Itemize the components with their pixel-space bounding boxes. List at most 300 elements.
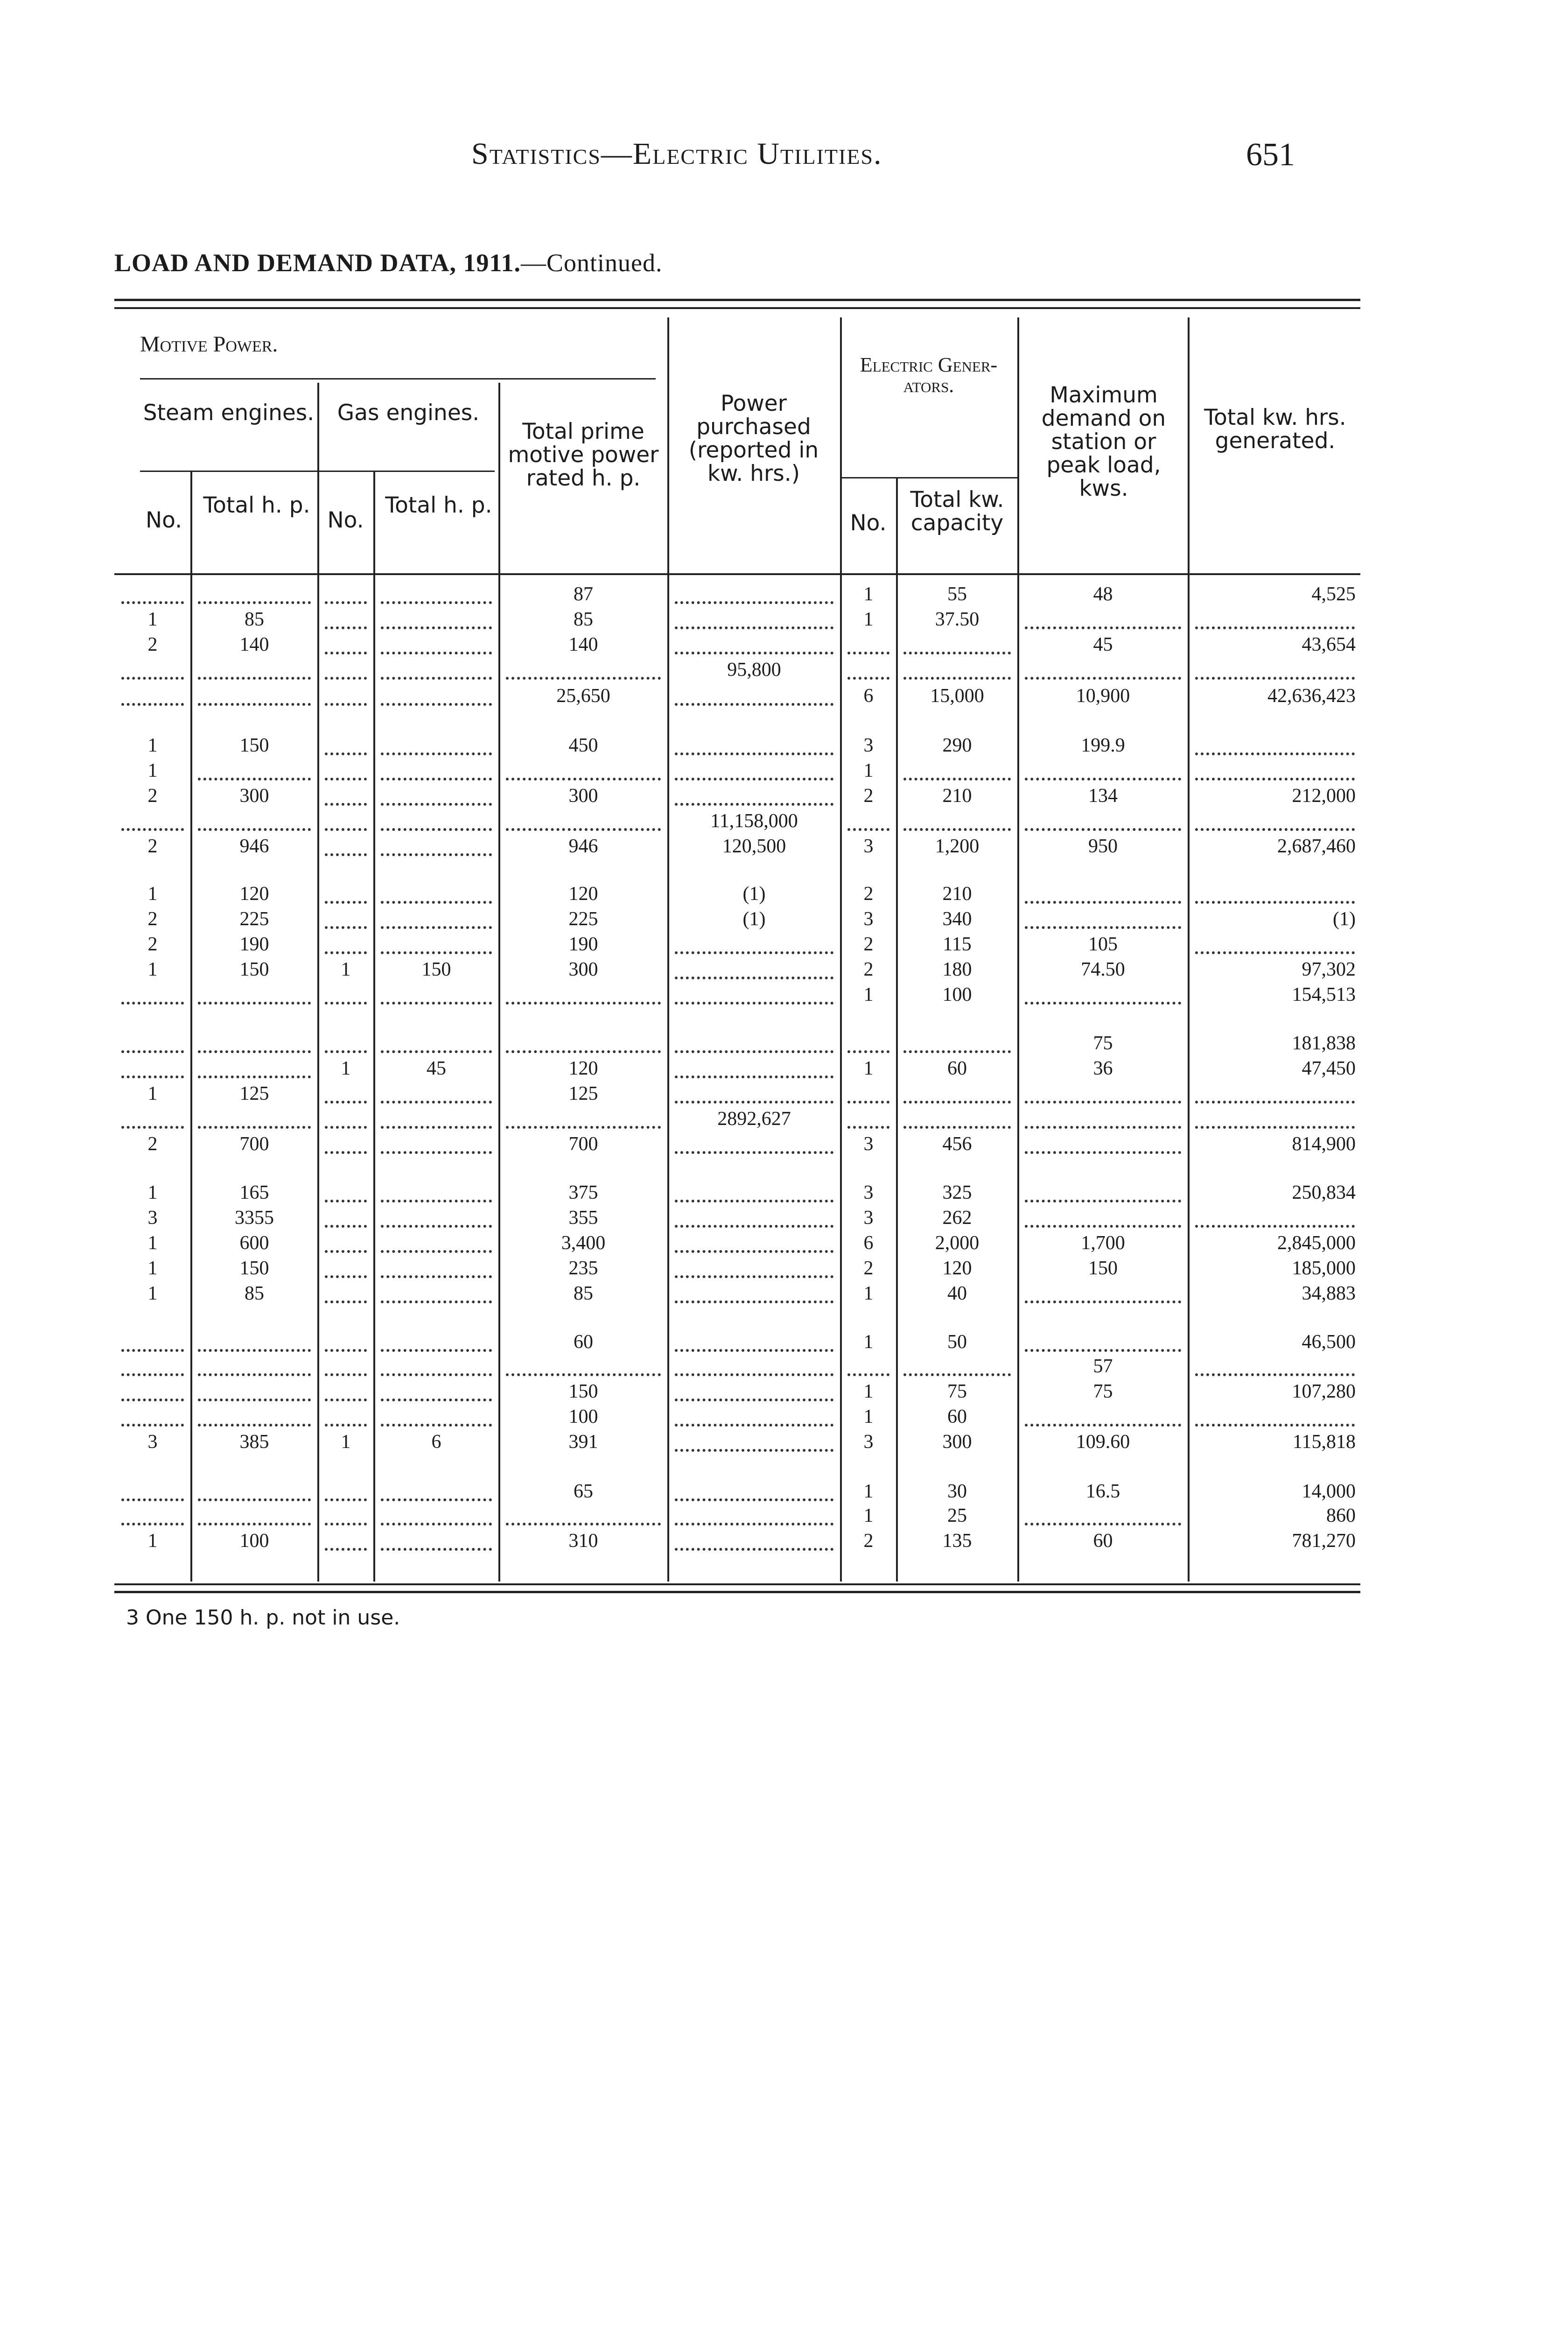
cell-kwh: 185,000 [1292,1258,1356,1279]
cell-gas-hp: 6 [431,1431,441,1453]
cell-kw: 120 [942,1258,972,1279]
cell-gen-no: 3 [863,1133,874,1155]
dot-leader [1195,1204,1355,1228]
cell-gen-no: 2 [863,883,874,905]
cell-steam-no: 3 [147,1431,158,1453]
table-title-suffix: —Continued. [521,249,663,277]
dot-leader [325,757,367,780]
dot-leader [325,1478,367,1501]
dot-leader [1025,981,1181,1005]
top-rule-1 [114,299,1360,301]
dot-leader [325,906,367,929]
header-steam-total-hp: Total h. p. [203,492,310,518]
cell-total-hp: 150 [568,1381,598,1402]
cell-gen-no: 3 [863,836,874,857]
dot-leader [1025,906,1181,929]
dot-leader [325,682,367,706]
dot-leader [198,808,311,831]
cell-kw: 55 [947,584,967,605]
dot-leader [675,757,833,780]
dot-leader [1025,1179,1181,1202]
motive-power-rule [140,378,656,380]
dot-leader [325,1204,367,1228]
dot-leader [121,682,184,706]
dot-leader [121,1329,184,1352]
dot-leader [121,1378,184,1401]
cell-steam-no: 2 [147,934,158,955]
dot-leader [1025,1403,1181,1427]
header-gas-engines: Gas engines. [337,400,480,426]
dot-leader [325,1527,367,1551]
cell-kwh: 181,838 [1292,1033,1356,1054]
cell-kw: 115 [943,934,972,955]
dot-leader [1025,656,1181,680]
cell-steam-hp: 125 [239,1083,269,1104]
dot-leader [1195,1353,1355,1376]
cell-steam-no: 1 [147,883,158,905]
vrule-2 [317,383,319,1582]
cell-kw: 60 [947,1406,967,1427]
header-steam-engines: Steam engines. [143,400,315,426]
dot-leader [847,1105,889,1129]
cell-total-hp: 85 [574,609,593,630]
cell-kwh: 250,834 [1292,1182,1356,1203]
cell-gen-no: 3 [863,1182,874,1203]
dot-leader [325,1030,367,1053]
dot-leader [675,1502,833,1526]
table-title-main: LOAD AND DEMAND DATA, 1911. [114,249,521,277]
footnote: 3 One 150 h. p. not in use. [126,1606,400,1630]
cell-max: 16.5 [1085,1481,1120,1502]
cell-max: 48 [1093,584,1113,605]
dot-leader [847,1080,889,1104]
dot-leader [675,1478,833,1501]
header-power-purchased: Power purchased (reported in kw. hrs.) [688,391,819,486]
dot-leader [675,1230,833,1253]
dot-leader [198,1478,311,1501]
dot-leader [381,906,492,929]
cell-kwh: 2,845,000 [1277,1232,1356,1254]
dot-leader [675,1329,833,1352]
dot-leader [1195,931,1355,954]
dot-leader [1025,880,1181,904]
dot-leader [198,682,311,706]
cell-total-hp: 391 [568,1431,598,1453]
cell-steam-hp: 700 [239,1133,269,1155]
dot-leader [675,1428,833,1452]
dot-leader [903,656,1011,680]
dot-leader [903,1105,1011,1129]
dot-leader [675,1353,833,1376]
cell-kwh: 2,687,460 [1277,836,1356,857]
cell-max: 57 [1093,1356,1113,1377]
dot-leader [325,1131,367,1154]
cell-kw: 37.50 [935,609,980,630]
header-motive-power: Motive Power. [140,332,278,357]
dot-leader [1195,1105,1355,1129]
dot-leader [198,581,311,604]
dot-leader [381,1255,492,1278]
dot-leader [903,1080,1011,1104]
dot-leader [381,1131,492,1154]
cell-kwh: (1) [1333,908,1356,930]
dot-leader [198,1378,311,1401]
cell-max: 150 [1088,1258,1118,1279]
cell-steam-no: 2 [147,908,158,930]
cell-kw: 300 [942,1431,972,1453]
page-number: 651 [1246,137,1295,173]
cell-total-hp: 946 [568,836,598,857]
cell-max: 75 [1093,1381,1113,1402]
header-electric-generators: Electric Gener- ators. [860,353,998,397]
cell-steam-hp: 100 [239,1530,269,1552]
dot-leader [198,1105,311,1129]
dot-leader [381,1230,492,1253]
cell-kwh: 4,525 [1311,584,1356,605]
dot-leader [903,1030,1011,1053]
dot-leader [381,1080,492,1104]
dot-leader [1025,1502,1181,1526]
cell-gen-no: 1 [863,1331,874,1353]
cell-steam-hp: 946 [239,836,269,857]
cell-steam-hp: 3355 [235,1207,274,1229]
header-total-kwh: Total kw. hrs. generated. [1204,405,1346,454]
cell-gen-no: 2 [863,785,874,807]
cell-steam-hp: 85 [245,609,264,630]
dot-leader [1025,1080,1181,1104]
cell-purchased: 2892,627 [717,1108,791,1130]
dot-leader [506,1353,661,1376]
cell-steam-hp: 150 [239,1258,269,1279]
cell-max: 75 [1093,1033,1113,1054]
cell-steam-hp: 150 [239,959,269,980]
dot-leader [1195,606,1355,629]
cell-steam-no: 2 [147,1133,158,1155]
cell-max: 36 [1093,1058,1113,1079]
dot-leader [675,782,833,806]
cell-kw: 210 [942,883,972,905]
cell-gen-no: 2 [863,959,874,980]
cell-total-hp: 225 [568,908,598,930]
dot-leader [325,1105,367,1129]
dot-leader [1195,1403,1355,1427]
dot-leader [121,1478,184,1501]
cell-gen-no: 1 [863,584,874,605]
cell-kwh: 212,000 [1292,785,1356,807]
cell-max: 199.9 [1081,735,1125,756]
dot-leader [325,833,367,856]
cell-max: 134 [1088,785,1118,807]
cell-purchased: 11,158,000 [710,810,798,832]
dot-leader [121,1403,184,1427]
dot-leader [325,1080,367,1104]
dot-leader [1025,1204,1181,1228]
cell-kw: 1,200 [935,836,980,857]
cell-kw: 456 [942,1133,972,1155]
cell-gen-no: 1 [863,1481,874,1502]
dot-leader [675,931,833,954]
cell-steam-hp: 225 [239,908,269,930]
header-steam-no: No. [145,507,182,533]
cell-purchased: (1) [742,908,766,930]
cell-max: 10,900 [1076,685,1130,707]
dot-leader [506,1105,661,1129]
cell-steam-hp: 140 [239,634,269,655]
dot-leader [1025,1131,1181,1154]
bottom-rule-2 [114,1591,1360,1593]
cell-kwh: 43,654 [1302,634,1356,655]
cell-steam-no: 2 [147,836,158,857]
dot-leader [121,1055,184,1078]
cell-kwh: 107,280 [1292,1381,1356,1402]
dot-leader [675,1403,833,1427]
dot-leader [381,833,492,856]
dot-leader [381,631,492,654]
header-max-demand: Maximum demand on station or peak load, kws. [1041,382,1166,501]
dot-leader [381,1105,492,1129]
dot-leader [198,1329,311,1352]
dot-leader [381,1030,492,1053]
cell-kw: 290 [942,735,972,756]
cell-total-hp: 65 [574,1481,593,1502]
dot-leader [675,1179,833,1202]
dot-leader [381,606,492,629]
cell-steam-no: 1 [147,1232,158,1254]
header-gas-no: No. [327,507,364,533]
dot-leader [121,1030,184,1053]
dot-leader [903,631,1011,654]
cell-purchased: 95,800 [727,659,781,681]
dot-leader [121,656,184,680]
cell-steam-hp: 300 [239,785,269,807]
dot-leader [381,981,492,1005]
dot-leader [381,931,492,954]
cell-total-hp: 125 [568,1083,598,1104]
dot-leader [325,1353,367,1376]
cell-total-hp: 85 [574,1283,593,1304]
dot-leader [121,1105,184,1129]
cell-kwh: 97,302 [1302,959,1356,980]
cell-gen-no: 2 [863,1530,874,1552]
cell-kw: 340 [942,908,972,930]
cell-steam-no: 3 [147,1207,158,1229]
top-rule-2 [114,307,1360,309]
cell-gen-no: 1 [863,609,874,630]
cell-total-hp: 700 [568,1133,598,1155]
dot-leader [675,1030,833,1053]
dot-leader [381,1527,492,1551]
cell-steam-hp: 85 [245,1283,264,1304]
cell-total-hp: 190 [568,934,598,955]
cell-total-hp: 120 [568,883,598,905]
dot-leader [675,1378,833,1401]
dot-leader [325,931,367,954]
dot-leader [1025,606,1181,629]
cell-total-hp: 60 [574,1331,593,1353]
cell-kw: 180 [942,959,972,980]
dot-leader [1195,808,1355,831]
cell-gen-no: 3 [863,908,874,930]
dot-leader [506,981,661,1005]
dot-leader [325,880,367,904]
dot-leader [381,1329,492,1352]
cell-gen-no: 3 [863,1431,874,1453]
dot-leader [198,1055,311,1078]
dot-leader [1025,808,1181,831]
cell-total-hp: 100 [568,1406,598,1427]
generators-rule [840,477,1017,478]
dot-leader [847,1353,889,1376]
dot-leader [325,606,367,629]
cell-kwh: 860 [1326,1505,1356,1526]
dot-leader [325,1230,367,1253]
cell-total-hp: 355 [568,1207,598,1229]
cell-kw: 75 [947,1381,967,1402]
dot-leader [381,808,492,831]
dot-leader [121,581,184,604]
cell-kw: 40 [947,1283,967,1304]
cell-kw: 50 [947,1331,967,1353]
dot-leader [325,1329,367,1352]
cell-steam-no: 1 [147,1258,158,1279]
dot-leader [381,880,492,904]
dot-leader [381,1353,492,1376]
dot-leader [506,808,661,831]
dot-leader [381,656,492,680]
dot-leader [1195,656,1355,680]
dot-leader [121,1502,184,1526]
dot-leader [381,682,492,706]
dot-leader [1025,1329,1181,1352]
dot-leader [325,631,367,654]
cell-steam-hp: 190 [239,934,269,955]
dot-leader [325,1179,367,1202]
bottom-rule-1 [114,1583,1360,1585]
cell-gen-no: 3 [863,1207,874,1229]
dot-leader [198,1353,311,1376]
cell-gas-no: 1 [341,1431,351,1453]
cell-kwh: 14,000 [1302,1481,1356,1502]
dot-leader [903,808,1011,831]
cell-total-hp: 87 [574,584,593,605]
dot-leader [675,1055,833,1078]
cell-gen-no: 6 [863,1232,874,1254]
cell-steam-no: 1 [147,760,158,781]
cell-steam-no: 1 [147,1283,158,1304]
dot-leader [675,956,833,979]
dot-leader [675,631,833,654]
dot-leader [325,981,367,1005]
dot-leader [1025,1105,1181,1129]
cell-steam-no: 1 [147,1083,158,1104]
cell-gen-no: 6 [863,685,874,707]
cell-total-hp: 120 [568,1058,598,1079]
dot-leader [675,606,833,629]
cell-kw: 100 [942,984,972,1005]
cell-max: 1,700 [1081,1232,1125,1254]
dot-leader [325,581,367,604]
dot-leader [325,1255,367,1278]
cell-max: 74.50 [1081,959,1125,980]
dot-leader [506,656,661,680]
cell-max: 45 [1093,634,1113,655]
cell-max: 60 [1093,1530,1113,1552]
table-title [114,248,663,277]
header-total-kw: Total kw. capacity [910,487,1004,536]
dot-leader [506,1502,661,1526]
cell-kwh: 115,818 [1293,1431,1356,1453]
dot-leader [675,1527,833,1551]
vrule-5 [667,317,669,1582]
cell-total-hp: 3,400 [561,1232,606,1254]
cell-steam-hp: 150 [239,735,269,756]
dot-leader [325,1403,367,1427]
dot-leader [198,981,311,1005]
cell-total-hp: 140 [568,634,598,655]
dot-leader [381,581,492,604]
dot-leader [381,732,492,755]
cell-kw: 25 [947,1505,967,1526]
cell-total-hp: 300 [568,785,598,807]
cell-kw: 325 [942,1182,972,1203]
vrule-3 [373,471,375,1582]
dot-leader [1025,757,1181,780]
cell-purchased: 120,500 [722,836,786,857]
cell-gen-no: 2 [863,1258,874,1279]
cell-total-hp: 375 [568,1182,598,1203]
dot-leader [675,1131,833,1154]
dot-leader [675,581,833,604]
cell-gen-no: 1 [863,1505,874,1526]
dot-leader [1195,880,1355,904]
dot-leader [325,1378,367,1401]
dot-leader [1025,1280,1181,1303]
cell-gas-no: 1 [341,1058,351,1079]
dot-leader [381,782,492,806]
cell-kw: 262 [942,1207,972,1229]
cell-kwh: 154,513 [1292,984,1356,1005]
dot-leader [121,981,184,1005]
cell-max: 105 [1088,934,1118,955]
cell-steam-no: 1 [147,1182,158,1203]
cell-kwh: 47,450 [1302,1058,1356,1079]
cell-total-hp: 300 [568,959,598,980]
dot-leader [325,1280,367,1303]
dot-leader [675,1204,833,1228]
cell-kwh: 42,636,423 [1267,685,1356,707]
cell-kw: 135 [942,1530,972,1552]
cell-steam-no: 2 [147,634,158,655]
cell-kwh: 814,900 [1292,1133,1356,1155]
cell-kwh: 34,883 [1302,1283,1356,1304]
cell-gas-hp: 45 [427,1058,446,1079]
cell-steam-no: 2 [147,785,158,807]
dot-leader [325,808,367,831]
dot-leader [675,732,833,755]
cell-gen-no: 1 [863,1058,874,1079]
dot-leader [675,981,833,1005]
dot-leader [198,1030,311,1053]
dot-leader [675,1280,833,1303]
dot-leader [325,782,367,806]
dot-leader [847,1030,889,1053]
dot-leader [325,656,367,680]
header-gen-no: No. [850,510,887,536]
dot-leader [381,1280,492,1303]
dot-leader [847,808,889,831]
cell-gen-no: 1 [863,1283,874,1304]
cell-gen-no: 1 [863,760,874,781]
